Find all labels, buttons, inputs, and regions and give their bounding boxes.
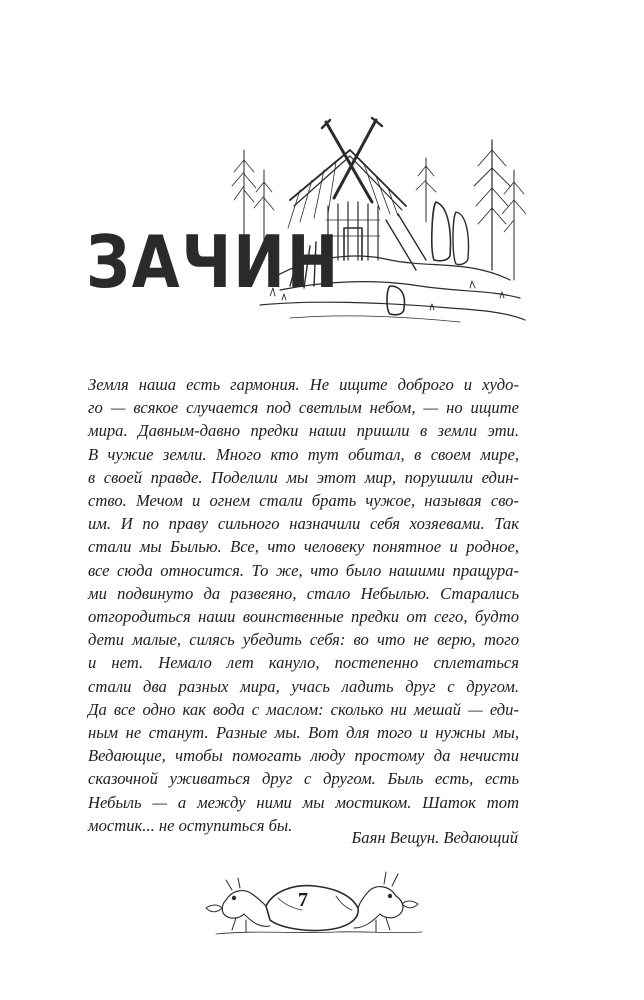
text-line: мостик... не оступиться бы. [88, 815, 293, 835]
text-line: отгородиться наши воинственные предки от сего, будто [88, 607, 519, 627]
page-number: 7 [298, 889, 308, 911]
text-line: ным не станут. Разные мы. Вот для того и нужны мы, [88, 723, 519, 743]
text-line: стали мы Былью. Все, что человеку понятное и родное, [88, 537, 519, 557]
text-line: сказочной уживаться друг с другом. Быль есть, есть [88, 769, 519, 789]
text-line: в своей правде. Поделили мы этот мир, порушили един- [88, 467, 519, 487]
text-line: дети малые, силясь убедить себя: во что не верю, того [88, 630, 519, 650]
text-line: Да все одно как вода с маслом: сколько ни мешай — еди- [88, 699, 519, 719]
text-line: и нет. Немало лет кануло, постепенно сплетаться [88, 653, 519, 673]
epigraph-text [88, 373, 519, 837]
text-line: мира. Давным-давно предки наши пришли в земли эти. [88, 421, 519, 441]
text-line: ми подвинуто да развеяно, стало Небылью. Старались [88, 583, 519, 603]
text-line: Небыль — а между ними мы мостиком. Шаток тот [88, 792, 519, 812]
text-line: ство. Мечом и огнем стали брать чужое, называя сво- [88, 491, 519, 511]
text-line: им. И по праву сильного назначили себя хозяевами. Так [88, 514, 519, 534]
text-line: Ведающие, чтобы помогать люду простому да нечисти [88, 746, 519, 766]
chapter-title: ЗАЧИН [86, 220, 341, 304]
text-line: Земля наша есть гармония. Не ищите доброго и худо- [88, 375, 519, 394]
text-line: го — всякое случается под светлым небом, — но ищите [88, 398, 519, 418]
text-line: В чужие земли. Много кто тут обитал, в своем мире, [88, 444, 519, 464]
author-signature: Баян Вещун. Ведающий [351, 828, 518, 847]
text-line: все сюда относится. То же, что было нашими пращура- [88, 560, 519, 580]
text-line: стали два разных мира, учась ладить друг с другом. [88, 676, 519, 696]
